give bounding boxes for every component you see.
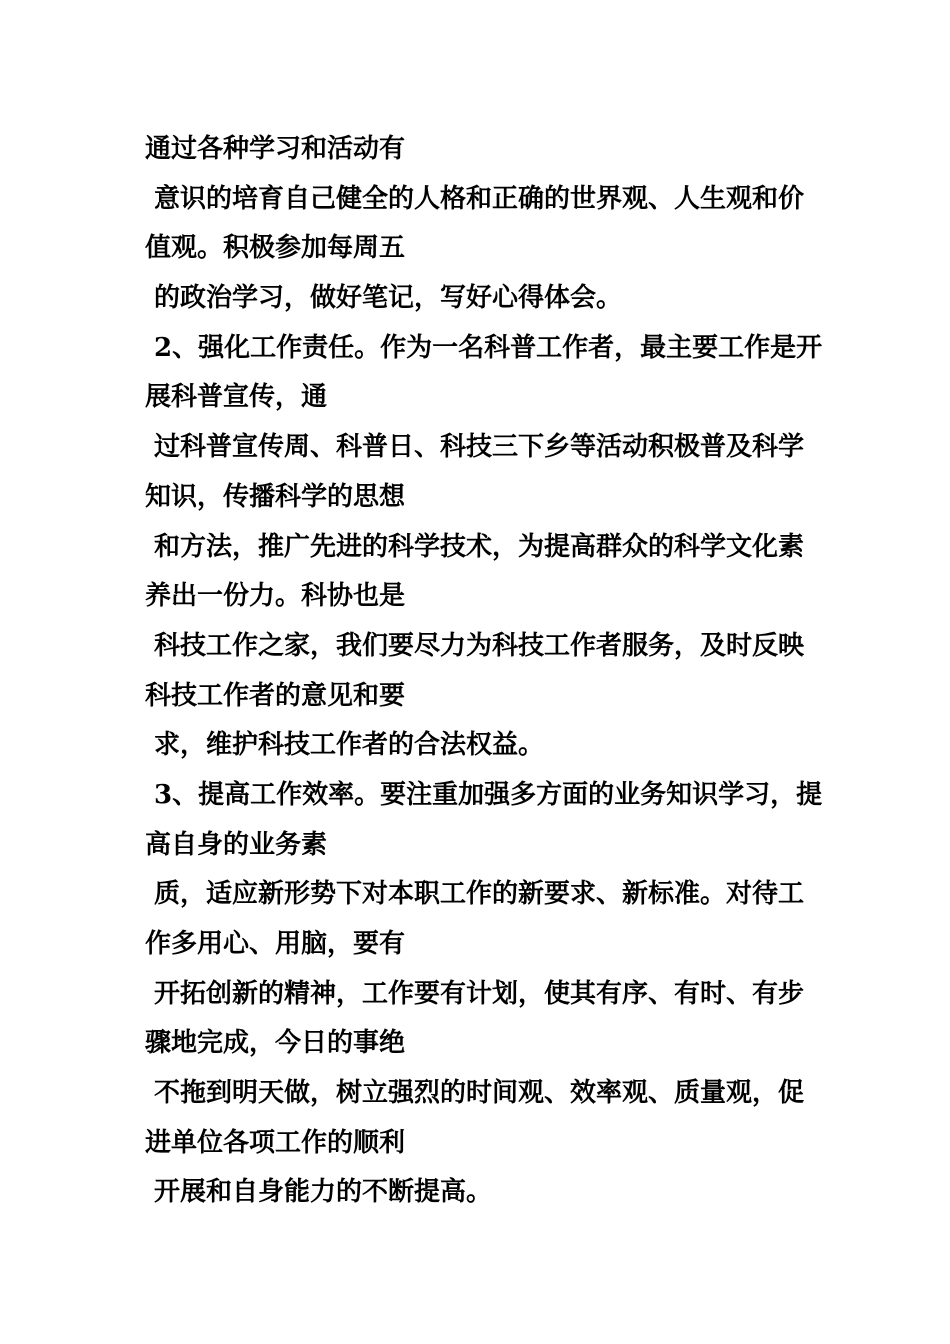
text-line: 科技工作之家，我们要尽力为科技工作者服务，及时反映 (145, 630, 805, 661)
text-line: 求，维护科技工作者的合法权益。 (145, 730, 545, 761)
text-line: 的政治学习，做好笔记，写好心得体会。 (145, 283, 623, 314)
text-line: 质，适应新形势下对本职工作的新要求、新标准。对待工 (145, 879, 805, 910)
text-line: 进单位各项工作的顺利 (145, 1127, 406, 1158)
text-line: 骤地完成，今日的事绝 (145, 1028, 406, 1059)
text-line: 开拓创新的精神，工作要有计划，使其有序、有时、有步 (145, 978, 805, 1009)
text-line: 开展和自身能力的不断提高。 (145, 1177, 493, 1208)
text-line: 高自身的业务素 (145, 829, 328, 860)
text-line: 知识，传播科学的思想 (145, 481, 406, 512)
text-line: 和方法，推广先进的科学技术，为提高群众的科学文化素 (145, 531, 805, 562)
text-line: 通过各种学习和活动有 (145, 134, 406, 164)
text-line: 3、提高工作效率。要注重加强多方面的业务知识学习，提 (145, 779, 823, 810)
text-line: 展科普宣传，通 (145, 382, 328, 413)
text-line: 养出一份力。科协也是 (145, 581, 406, 612)
text-line: 过科普宣传周、科普日、科技三下乡等活动积极普及科学 (145, 432, 805, 463)
text-line: 科技工作者的意见和要 (145, 680, 406, 711)
text-line: 不拖到明天做，树立强烈的时间观、效率观、质量观，促 (145, 1078, 805, 1109)
text-line: 2、强化工作责任。作为一名科普工作者，最主要工作是开 (145, 332, 823, 363)
body-text (145, 125, 825, 1218)
text-line: 值观。积极参加每周五 (145, 233, 406, 264)
text-line: 作多用心、用脑，要有 (145, 929, 406, 959)
text-line: 意识的培育自己健全的人格和正确的世界观、人生观和价 (145, 183, 805, 214)
